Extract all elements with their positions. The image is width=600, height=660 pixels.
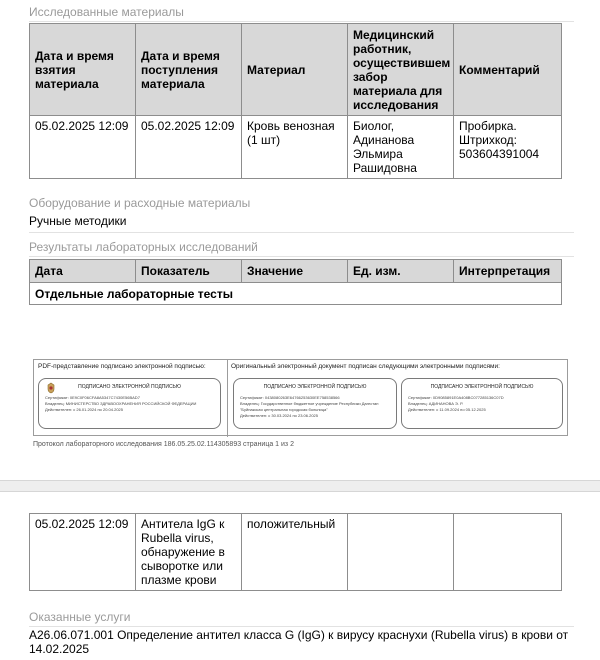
materials-table	[29, 23, 562, 179]
header-indicator: Показатель	[136, 260, 242, 283]
cell-material: Кровь венозная (1 шт)	[242, 116, 348, 179]
results-header-row	[30, 260, 562, 283]
original-signature-label: Оригинальный электронный документ подписан следующими электронными подписями:	[231, 363, 500, 370]
materials-header-row	[30, 24, 562, 116]
stamp-owner: Владелец: МИНИСТЕРСТВО ЗДРАВООХРАНЕНИЯ РОССИЙСКОЙ ФЕДЕРАЦИИ	[45, 401, 197, 406]
cell-comment: Пробирка. Штрихкод: 503604391004	[454, 116, 562, 179]
results-continuation-table	[29, 513, 562, 591]
stamp-title: ПОДПИСАНО ЭЛЕКТРОННОЙ ПОДПИСЬЮ	[430, 384, 534, 390]
stamp-valid: Действителен: с 30.03.2024 по 23.06.2025	[240, 413, 318, 418]
signature-stamp	[233, 378, 397, 429]
header-material: Материал	[242, 24, 348, 116]
signature-block	[33, 359, 568, 436]
header-interpretation: Интерпретация	[454, 260, 562, 283]
group-label: Отдельные лабораторные тесты	[30, 283, 562, 305]
services-section-title: Оказанные услуги	[29, 610, 131, 624]
section-divider	[29, 626, 574, 627]
signature-stamp	[38, 378, 221, 429]
stamp-title: ПОДПИСАНО ЭЛЕКТРОННОЙ ПОДПИСЬЮ	[78, 384, 181, 390]
coat-of-arms-icon	[45, 382, 57, 394]
section-divider	[29, 232, 574, 233]
cell-unit	[348, 514, 454, 591]
header-unit: Ед. изм.	[348, 260, 454, 283]
stamp-owner: Владелец: Государственное бюджетное учреждение Республики Дагестан "Буйнакская центральная городская больница"	[240, 401, 379, 412]
header-taken: Дата и время взятия материала	[30, 24, 136, 116]
header-date: Дата	[30, 260, 136, 283]
cell-received: 05.02.2025 12:09	[136, 116, 242, 179]
table-row	[30, 116, 562, 179]
pdf-signature-label: PDF-представление подписано электронной подписью:	[38, 363, 206, 370]
cell-value: положительный	[242, 514, 348, 591]
stamp-cert: Сертификат: 0438080263E64766253630EE758538566	[240, 395, 340, 400]
cell-taken: 05.02.2025 12:09	[30, 116, 136, 179]
header-worker: Медицинский работник, осуществившем забор материала для исследования	[348, 24, 454, 116]
stamp-valid: Действителен: с 11.09.2024 по 05.12.2025	[408, 407, 486, 412]
equipment-section-title: Оборудование и расходные материалы	[29, 196, 251, 210]
cell-interpretation	[454, 514, 562, 591]
group-row	[30, 283, 562, 305]
signature-divider	[227, 360, 228, 437]
section-divider	[29, 21, 574, 22]
cell-date: 05.02.2025 12:09	[30, 514, 136, 591]
signature-stamp	[401, 378, 563, 429]
stamp-title: ПОДПИСАНО ЭЛЕКТРОННОЙ ПОДПИСЬЮ	[263, 384, 367, 390]
protocol-footer: Протокол лабораторного исследования 186.05.25.02.114305893 страница 1 из 2	[33, 441, 294, 448]
stamp-cert: Сертификат: 0D9085891E0A408BC077285136C07D	[408, 395, 504, 400]
header-value: Значение	[242, 260, 348, 283]
header-comment: Комментарий	[454, 24, 562, 116]
results-section-title: Результаты лабораторных исследований	[29, 240, 258, 254]
materials-section-title: Исследованные материалы	[29, 5, 184, 19]
stamp-valid: Действителен: с 26.01.2024 по 20.04.2025	[45, 407, 123, 412]
equipment-value: Ручные методики	[29, 214, 127, 228]
results-table	[29, 259, 562, 305]
cell-worker: Биолог, Адинанова Эльмира Рашидовна	[348, 116, 454, 179]
table-row	[30, 514, 562, 591]
stamp-cert: Сертификат: 0E9C0F06CFA8A5347C7430E56BAD7	[45, 395, 140, 400]
page-break	[0, 480, 600, 492]
section-divider	[29, 256, 574, 257]
header-received: Дата и время поступления материала	[136, 24, 242, 116]
cell-indicator: Антитела IgG к Rubella virus, обнаружение в сыворотке или плазме крови	[136, 514, 242, 591]
stamp-owner: Владелец: АДИНАНОВА Э. Р.	[408, 401, 464, 406]
services-text: A26.06.071.001 Определение антител класса G (IgG) к вирусу краснухи (Rubella virus) в крови от 14.02.2025	[29, 628, 569, 656]
